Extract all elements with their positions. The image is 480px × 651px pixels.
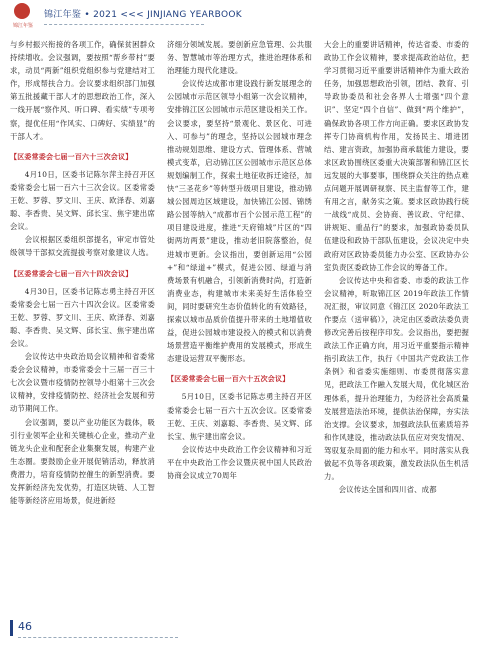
page-header	[0, 0, 480, 34]
yearbook-logo	[8, 3, 38, 33]
body-paragraph: 会议传达中央政治工作会议精神和习近平在中央政治工作会议暨庆祝中国人民政治协商会议成立70周年	[167, 444, 312, 480]
footer-accent-bar	[10, 620, 13, 636]
running-header-title: 锦江年鉴 • 2021 <<< JINJIANG YEARBOOK	[44, 10, 242, 20]
page-footer	[10, 620, 480, 651]
body-paragraph: 会议强调，要以产业功能区为载体，吸引行业领军企业和关键核心企业，推动产业链龙头企业和配套企业集聚发展，构建产业生态圈。要鼓励企业开展促销活动，释放消费潜力，培育疫情防控催生的新型消费。要发挥新经济先发优势，打造区块链、人工智能等新经济应用场景，促进新经	[10, 417, 155, 506]
footer-divider	[18, 637, 178, 638]
body-paragraph: 与乡村振兴衔接的各项工作，确保贫困群众持续增收。会议强调，要按照“帮乡带村”要求，动员“两新”组织党组织参与党建结对工作，形成帮扶合力。会议要求组织部门加强第五批援藏干部人才的思想政治工作，深入一线开展“察作风、听口碑、看实绩”专项考察，提优任用“作风实、口碑好、实绩显”的干部人才。	[10, 40, 155, 141]
logo-text: 锦江年鉴	[12, 23, 33, 29]
body-paragraph: 会议传达中央和省委、市委的政法工作会议精神，听取锦江区 2019年政法工作情况汇报，审议同意《锦江区 2020年政法工作要点（送审稿）》，决定由区委政法委负责修改完善后按程序印发。会议指出，要把握政法工作正确方向，用习近平重要指示精神指引政法工作，执行《中国共产党政法工作条例》和省委实施细则、市委贯彻落实意见，把政法工作融入发展大局，优化城区治理体系，提升治理能力，为经济社会高质量发展营造法治环境，提供法治保障，夯实法治支撑。会议要求，加强政法队伍素质培养和作风建设，推动政法队伍应对突发情况、驾驭复杂局面的能力和水平。同时落实从我做起不负等各项政策，激发政法队伍生机活力。	[324, 275, 469, 482]
body-paragraph: 大会上的重要讲话精神，传达省委、市委的政协工作会议精神，要求提高政治站位，把学习贯彻习近平重要讲话精神作为重大政治任务，加强思想政治引领，团结、教育、引导政协委员和社会各界人士增强“四个意识”、坚定“四个自信”、做到“两个维护”，确保政协各项工作方向正确。要求区政协发挥专门协商机构作用，发扬民主、增进团结、建言资政，加强协商承载能力建设，要求区政协围绕区委重大决策部署和锦江区长远发展的大事要事，围绕群众关注的热点难点问题开展调研视察、民主监督等工作，建有用之言，献务实之策。要求区政协践行统一战线“成员、会协商、善议政、守纪律、讲规矩、重品行”的要求，加强政协委员队伍建设和政协干部队伍建设，会议决定中央政府对区政协委员能力办公室、区政协办公室负责区委政协工作会议的筹备工作。	[324, 40, 469, 272]
body-paragraph: 会议传达中央政治局会议精神和省委常委会会议精神，市委常委会十三届一百三十七次会议暨市疫情防控领导小组第十三次会议精神，安排疫情防控、经济社会发展和劳动节期间工作。	[10, 352, 155, 414]
body-paragraph: 会议传达全国和四川省、成都	[338, 485, 437, 495]
section-heading: 【区委常委会七届一百六十五次会议】	[167, 375, 290, 384]
body-paragraph: 4月10日，区委书记陈尔萍主持召开区委常委会七届一百六十三次会议。区委常委王乾、罗蓉、罗文川、王庆、欧泽春、刘嘉聪、李香贵、吴文辉、邱长宝、焦宇建出席会议。	[10, 169, 155, 232]
text-column-3	[324, 38, 469, 496]
section-heading: 【区委常委会七届一百六十三次会议】	[10, 152, 133, 161]
page-number: 46	[18, 620, 32, 633]
logo-emblem-icon	[14, 3, 30, 19]
text-column-1	[10, 38, 155, 507]
section-heading: 【区委常委会七届一百六十四次会议】	[10, 269, 133, 278]
body-paragraph: 会议传达成都市建设践行新发展理念的公园城市示范区领导小组第一次会议精神，安排锦江区公园城市示范区建设相关工作。会议要求，要坚持“景观化、景区化、可进入、可参与”的理念，坚持以公园城市理念推动规划思维、建设方式、管理体系、营城模式变革，启动锦江区公园城市示范区总体规划编制工作，探索土地征收拆迁途径，加快“三圣花乡”等转型升级项目建设，推动锦城公园周边区域建设，加快锦江公园、锦绣路公园等纳入“成都市百个公园示范工程”的项目建设进度，推进“天府锦城”片区的“四街两坊两景”建设，推动老旧院落整治，促进城市更新。会议指出，要创新运用“公园+”和“绿道+”模式，促进公园、绿道与消费场景有机融合，引领新消费时尚，打造新消费业态，构建城市未来美好生活体验空间，同时要研究生态价值转化的有效路径，探索以城市品质价值提升带来的土地增值收益，促进公园城市建设投入的模式和以消费场景营造平衡维护费用的发展模式，形成生态建设运营双平衡形态。	[167, 79, 312, 364]
text-column-2	[167, 38, 312, 482]
body-paragraph: 5月10日，区委书记陈志勇主持召开区委常委会七届一百六十五次会议。区委常委王乾、王庆、刘嘉聪、李香贵、吴文辉、邱长宝、焦宇建出席会议。	[167, 392, 312, 441]
body-paragraph: 济细分领域发展。要创新应急管理、公共服务、智慧城市等治理方式，推进治理体系和治理能力现代化建设。	[167, 40, 312, 76]
body-paragraph: 会议根据区委组织部提名，审定市管处级领导干部拟交流提拔考察对象建议人选。	[10, 235, 155, 258]
header-divider	[44, 24, 204, 25]
body-paragraph: 4月30日，区委书记陈志勇主持召开区委常委会七届一百六十四次会议。区委常委王乾、罗蓉、罗文川、王庆、欧泽春、刘嘉聪、李香贵、吴文辉、邱长宝、焦宇建出席会议。	[10, 286, 155, 348]
